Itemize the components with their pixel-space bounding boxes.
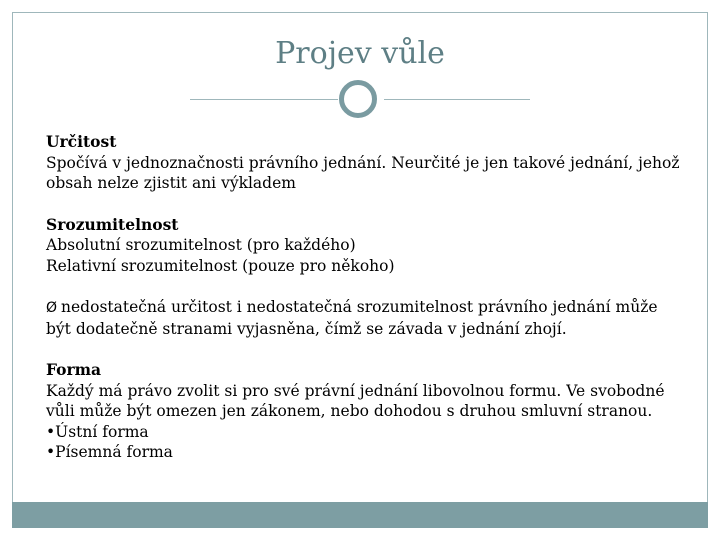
spacer <box>46 339 686 360</box>
note-text-1: nedostatečná určitost i nedostatečná srozumitelnost právního jednání může <box>61 298 658 316</box>
divider-ring-icon <box>339 80 377 118</box>
title-divider-left <box>190 99 338 100</box>
slide-body <box>46 132 686 463</box>
srozumitelnost-line-1: Absolutní srozumitelnost (pro každého) <box>46 236 356 254</box>
spacer <box>46 276 686 297</box>
srozumitelnost-line-2: Relativní srozumitelnost (pouze pro někoho) <box>46 256 395 275</box>
heading-forma: Forma <box>46 360 102 379</box>
forma-line-2: vůli může být omezen jen zákonem, nebo dohodou s druhou smluvní stranou. <box>46 402 653 420</box>
forma-line-1: Každý má právo zvolit si pro své právní jednání libovolnou formu. Ve svobodné <box>46 381 665 400</box>
title-divider-right <box>384 99 530 100</box>
heading-urcitost: Určitost <box>46 132 117 151</box>
forma-bullet-2: •Písemná forma <box>46 443 173 461</box>
spacer <box>46 194 686 215</box>
forma-bullet-1: •Ústní forma <box>46 422 149 441</box>
arrow-bullet-icon: Ø <box>46 300 58 316</box>
heading-srozumitelnost: Srozumitelnost <box>46 214 179 234</box>
note-line-2: být dodatečně stranami vyjasněna, čímž se závada v jednání zhojí. <box>46 319 567 338</box>
urcitost-line-1: Spočívá v jednoznačnosti právního jednání. Neurčité je jen takové jednání, jehož <box>46 153 680 172</box>
footer-bar <box>12 502 708 528</box>
slide-title: Projev vůle <box>275 36 445 71</box>
urcitost-line-2: obsah nelze zjistit ani výkladem <box>46 174 296 192</box>
note-line-1 <box>46 297 686 319</box>
